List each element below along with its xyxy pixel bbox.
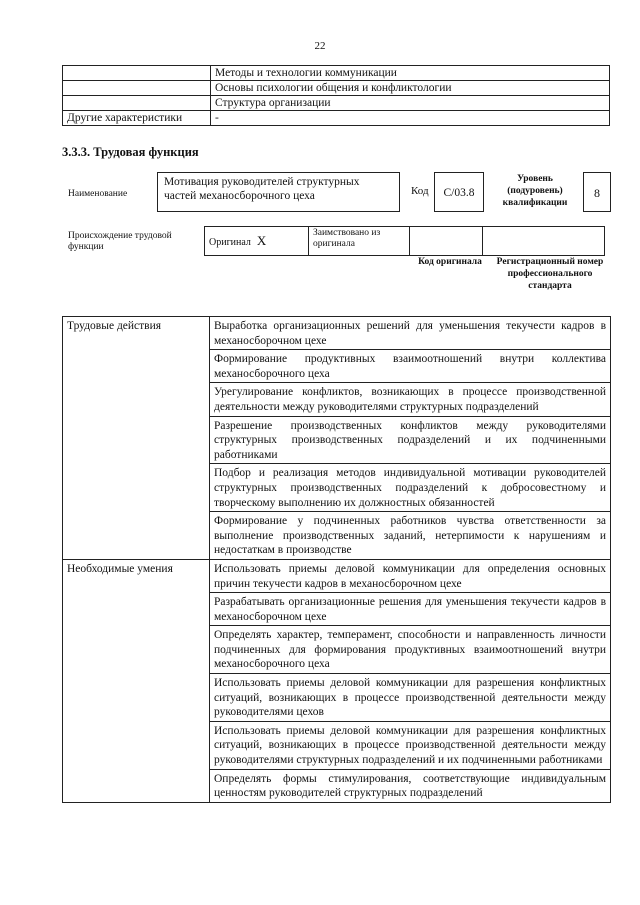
table-cell: Определять характер, темперамент, способности и направленность личности подчиненных для формирования продуктивных взаимоотношений внутри механосборочного цеха bbox=[210, 626, 611, 674]
section-heading: 3.3.3. Трудовая функция bbox=[62, 145, 199, 159]
table-cell: Выработка организационных решений для уменьшения текучести кадров в механосборочном цехе bbox=[210, 317, 611, 350]
borrowed-label: Заимствовано из оригинала bbox=[309, 227, 410, 256]
reg-number-caption: Регистрационный номер профессионального стандарта bbox=[496, 257, 604, 291]
table-row bbox=[63, 559, 611, 592]
table-row bbox=[205, 227, 605, 256]
main-table bbox=[62, 316, 611, 803]
table-row bbox=[63, 66, 610, 81]
function-name-box: Мотивация руководителей структурных частей механосборочного цеха bbox=[157, 172, 400, 212]
table-cell: Определять формы стимулирования, соответствующие индивидуальным ценностям руководителей структурных подразделений bbox=[210, 769, 611, 802]
table-cell: Структура организации bbox=[211, 96, 610, 111]
origin-table bbox=[204, 226, 605, 256]
group-title: Необходимые умения bbox=[63, 559, 210, 802]
table-cell bbox=[63, 66, 211, 81]
table-cell bbox=[63, 96, 211, 111]
table-cell: Подбор и реализация методов индивидуальной мотивации руководителей структурных производственных подразделений к добросовестному и творческому выполнению их должностных обязанностей bbox=[210, 464, 611, 512]
table-row bbox=[63, 317, 611, 350]
table-cell: Формирование у подчиненных работников чувства ответственности за выполнение производственных заданий, нетерпимости к нарушениям и недостаткам в производстве bbox=[210, 512, 611, 560]
original-code-caption: Код оригинала bbox=[418, 257, 482, 267]
table-cell: Использовать приемы деловой коммуникации для разрешения конфликтных ситуаций, возникающих в процессе производственной деятельности между руководителями цехов bbox=[210, 674, 611, 722]
table-cell bbox=[63, 81, 211, 96]
original-code-cell bbox=[410, 227, 483, 256]
table-row bbox=[63, 111, 610, 126]
table-row bbox=[63, 81, 610, 96]
table-cell: Разрабатывать организационные решения для уменьшения текучести кадров в механосборочном цехе bbox=[210, 593, 611, 626]
code-label: Код bbox=[411, 185, 429, 197]
other-characteristics-value: - bbox=[211, 111, 610, 126]
origin-label: Происхождение трудовой функции bbox=[68, 231, 172, 252]
table-cell: Формирование продуктивных взаимоотношений внутри коллектива механосборочного цеха bbox=[210, 350, 611, 383]
table-cell: Использовать приемы деловой коммуникации для разрешения конфликтных ситуаций, возникающих в процессе производственной деятельности между руководителями структурных подразделений и их подчиненными работниками bbox=[210, 721, 611, 769]
level-label: Уровень (подуровень) квалификации bbox=[502, 174, 568, 208]
table-cell: Методы и технологии коммуникации bbox=[211, 66, 610, 81]
other-characteristics-label: Другие характеристики bbox=[63, 111, 211, 126]
original-cell bbox=[205, 227, 309, 256]
original-mark: X bbox=[256, 233, 267, 248]
table-cell: Разрешение производственных конфликтов между руководителями структурных производственных подразделений и их подчиненными работниками bbox=[210, 416, 611, 464]
reg-number-cell bbox=[483, 227, 605, 256]
code-value-box: C/03.8 bbox=[434, 172, 484, 212]
table-cell: Урегулирование конфликтов, возникающих в процессе производственной деятельности между руководителями структурных подразделений bbox=[210, 383, 611, 416]
top-table bbox=[62, 65, 610, 126]
table-row bbox=[63, 96, 610, 111]
page-number: 22 bbox=[314, 40, 326, 52]
table-cell: Использовать приемы деловой коммуникации для определения основных причин текучести кадров в механосборочном цехе bbox=[210, 559, 611, 592]
name-label: Наименование bbox=[68, 189, 128, 199]
original-label: Оригинал bbox=[209, 237, 251, 248]
group-title: Трудовые действия bbox=[63, 317, 210, 560]
table-cell: Основы психологии общения и конфликтологии bbox=[211, 81, 610, 96]
level-value-box: 8 bbox=[583, 172, 611, 212]
